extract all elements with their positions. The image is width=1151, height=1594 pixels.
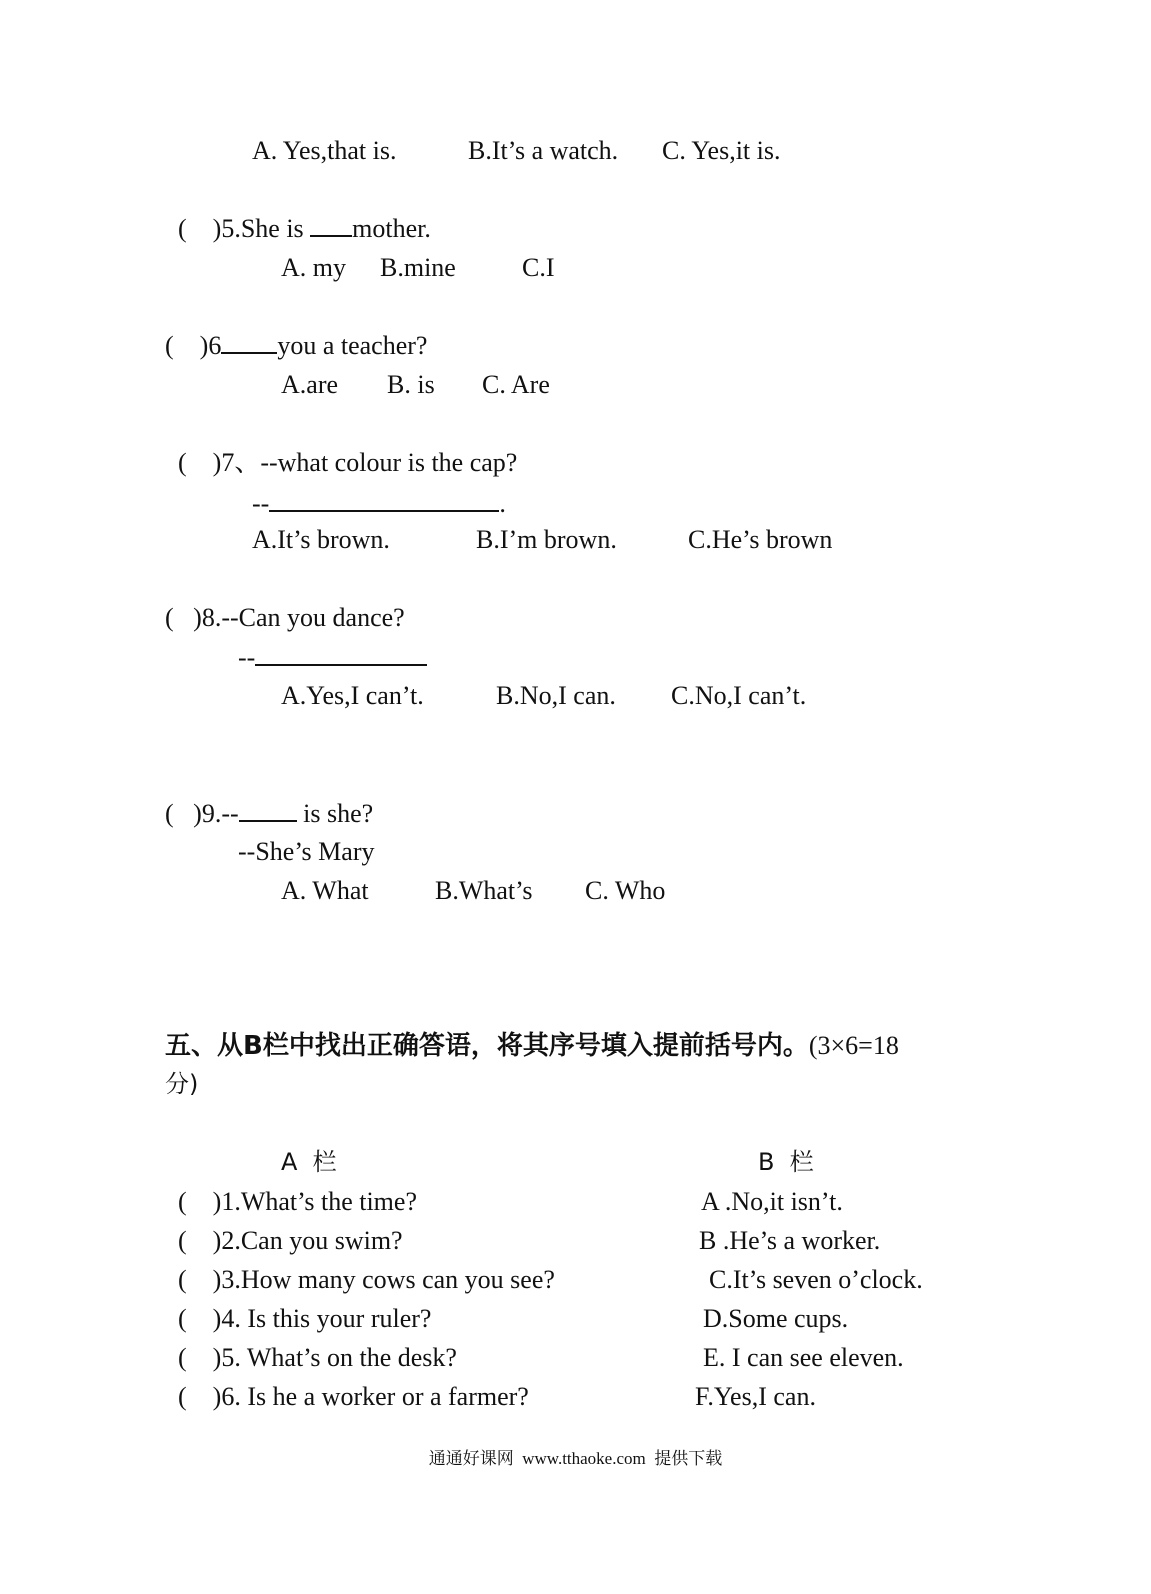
match-row-question: ( )1.What’s the time?	[178, 1187, 417, 1216]
answer-paren: ( )	[165, 331, 209, 360]
answer-paren: ( )	[178, 1226, 222, 1255]
fill-blank	[269, 488, 499, 512]
q6-option-c: C. Are	[482, 370, 550, 399]
q6-option-b: B. is	[387, 370, 435, 399]
answer-paren: ( )	[178, 448, 222, 477]
match-row-question: ( )4. Is this your ruler?	[178, 1304, 432, 1333]
section-score: (3×6=18	[808, 1031, 899, 1060]
fill-blank	[310, 213, 352, 237]
q4-option-a: A. Yes,that is.	[252, 136, 397, 165]
page-footer	[0, 1444, 1151, 1469]
q5-question: ( )5.She is mother.	[178, 214, 431, 243]
q8-option-a: A.Yes,I can’t.	[281, 681, 424, 710]
q5-option-c: C.I	[522, 253, 555, 282]
q8-option-c: C.No,I can’t.	[671, 681, 807, 710]
match-row-answer: F.Yes,I can.	[695, 1382, 816, 1411]
q7-option-a: A.It’s brown.	[252, 525, 390, 554]
q8-option-b: B.No,I can.	[496, 681, 616, 710]
q7-option-c: C.He’s brown	[688, 525, 833, 554]
q8-question: ( )8.--Can you dance?	[165, 603, 405, 632]
match-row-answer: C.It’s seven o’clock.	[709, 1265, 923, 1294]
match-row-question: ( )3.How many cows can you see?	[178, 1265, 555, 1294]
q5-option-b: B.mine	[380, 253, 456, 282]
column-b-title: B 栏	[758, 1148, 814, 1176]
fill-blank	[255, 642, 427, 666]
q9-option-b: B.What’s	[435, 876, 533, 905]
match-row-answer: D.Some cups.	[703, 1304, 849, 1333]
q9-option-c: C. Who	[585, 876, 666, 905]
footer-site: 通通好课网	[428, 1449, 514, 1469]
answer-paren: ( )	[178, 1304, 222, 1333]
q6-question: ( )6 you a teacher?	[165, 331, 428, 360]
footer-provide: 提供下载	[654, 1449, 723, 1469]
q7-option-b: B.I’m brown.	[476, 525, 617, 554]
q5-option-a: A. my	[281, 253, 346, 282]
match-row-question: ( )6. Is he a worker or a farmer?	[178, 1382, 529, 1411]
section-score-unit: 分)	[165, 1070, 199, 1098]
q9-question: ( )9.-- is she?	[165, 799, 374, 828]
q4-option-c: C. Yes,it is.	[662, 136, 781, 165]
answer-paren: ( )	[178, 1382, 222, 1411]
q7-question: ( )7、--what colour is the cap?	[178, 448, 518, 477]
q9-answer: --She’s Mary	[238, 837, 375, 866]
match-row-answer: A .No,it isn’t.	[701, 1187, 843, 1216]
match-row-question: ( )2.Can you swim?	[178, 1226, 403, 1255]
q7-answer-line: -- .	[252, 489, 506, 518]
column-a-title: A 栏	[281, 1148, 337, 1176]
match-row-question: ( )5. What’s on the desk?	[178, 1343, 457, 1372]
footer-url[interactable]: www.tthaoke.com	[522, 1449, 646, 1468]
answer-paren: ( )	[165, 603, 202, 632]
answer-paren: ( )	[178, 1187, 222, 1216]
answer-paren: ( )	[178, 1343, 222, 1372]
q9-option-a: A. What	[281, 876, 369, 905]
q4-option-b: B.It’s a watch.	[468, 136, 619, 165]
match-row-answer: B .He’s a worker.	[699, 1226, 881, 1255]
answer-paren: ( )	[178, 214, 222, 243]
q8-answer-line: --	[238, 642, 427, 673]
fill-blank	[221, 330, 277, 354]
fill-blank	[239, 798, 297, 822]
answer-paren: ( )	[178, 1265, 222, 1294]
q6-option-a: A.are	[281, 370, 339, 399]
answer-paren: ( )	[165, 799, 202, 828]
match-row-answer: E. I can see eleven.	[703, 1343, 904, 1372]
section-heading: 五、从B栏中找出正确答语，将其序号填入提前括号内。(3×6=18	[165, 1031, 899, 1061]
